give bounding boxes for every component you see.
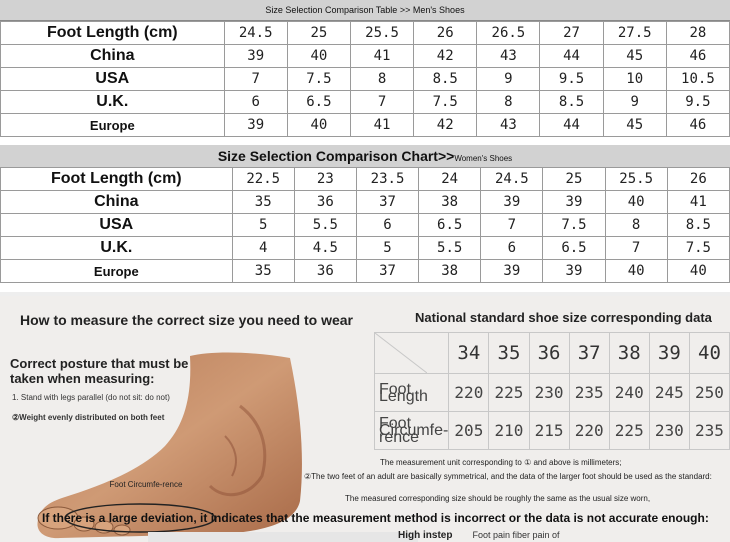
size-cell: 46 <box>666 45 729 68</box>
standard-length-cell: 240 <box>609 374 649 412</box>
size-cell: 35 <box>232 191 294 214</box>
high-instep-label: High instep <box>398 530 453 541</box>
size-cell: 8 <box>350 68 413 91</box>
note-symmetric: ②The two feet of an adult are basically symmetrical, and the data of the larger foot should be used as the standard: <box>304 472 712 481</box>
size-cell: 40 <box>287 45 350 68</box>
size-cell: 5 <box>232 214 294 237</box>
size-cell: 4 <box>232 237 294 260</box>
national-standard-title: National standard shoe size corresponding data <box>415 310 712 325</box>
size-cell: 7.5 <box>287 68 350 91</box>
standard-length-cell: 225 <box>489 374 529 412</box>
size-cell: 36 <box>294 191 356 214</box>
note-deviation: If there is a large deviation, it indicates that the measurement method is incorrect or the data is not accurate enough: <box>42 511 709 525</box>
size-row <box>1 168 730 191</box>
standard-size-table <box>374 332 730 450</box>
women-title-small: Women's Shoes <box>454 154 513 163</box>
size-cell: 25 <box>287 22 350 45</box>
size-cell: 7 <box>605 237 667 260</box>
size-cell: 23 <box>294 168 356 191</box>
size-cell: 45 <box>603 45 666 68</box>
size-cell: 39 <box>481 260 543 283</box>
row-label: Europe <box>1 260 233 283</box>
standard-circumference-cell: 220 <box>569 412 609 450</box>
standard-size-cell: 38 <box>609 333 649 374</box>
row-label: U.K. <box>1 237 233 260</box>
size-cell: 8.5 <box>540 91 603 114</box>
row-label: Foot Length (cm) <box>1 22 225 45</box>
row-label: Europe <box>1 114 225 137</box>
size-cell: 9 <box>477 68 540 91</box>
size-cell: 6 <box>224 91 287 114</box>
standard-size-cell: 36 <box>529 333 569 374</box>
size-cell: 8 <box>477 91 540 114</box>
size-cell: 8 <box>605 214 667 237</box>
standard-length-cell: 245 <box>649 374 689 412</box>
size-cell: 8.5 <box>414 68 477 91</box>
size-cell: 6.5 <box>543 237 605 260</box>
posture-step-1: 1. Stand with legs parallel (do not sit: do not) <box>12 393 170 402</box>
size-cell: 41 <box>350 114 413 137</box>
size-cell: 38 <box>419 260 481 283</box>
standard-size-cell: 37 <box>569 333 609 374</box>
size-cell: 5.5 <box>294 214 356 237</box>
women-title-main: Size Selection Comparison Chart>> <box>217 148 455 164</box>
size-cell: 24 <box>419 168 481 191</box>
size-cell: 43 <box>477 114 540 137</box>
size-cell: 43 <box>477 45 540 68</box>
size-cell: 7 <box>224 68 287 91</box>
standard-circumference-cell: 210 <box>489 412 529 450</box>
note-unit: The measurement unit corresponding to ① and above is millimeters; <box>380 458 622 467</box>
size-cell: 6.5 <box>287 91 350 114</box>
size-cell: 41 <box>350 45 413 68</box>
size-cell: 9.5 <box>540 68 603 91</box>
size-cell: 26 <box>414 22 477 45</box>
size-row <box>1 191 730 214</box>
size-cell: 8.5 <box>667 214 729 237</box>
size-cell: 39 <box>481 191 543 214</box>
size-cell: 28 <box>666 22 729 45</box>
size-cell: 42 <box>414 45 477 68</box>
row-label: U.K. <box>1 91 225 114</box>
women-size-table <box>0 167 730 283</box>
size-cell: 7.5 <box>414 91 477 114</box>
size-cell: 40 <box>605 191 667 214</box>
size-cell: 37 <box>356 260 418 283</box>
size-cell: 37 <box>356 191 418 214</box>
standard-size-cell: 39 <box>649 333 689 374</box>
size-cell: 6 <box>356 214 418 237</box>
standard-size-cell: 40 <box>689 333 729 374</box>
size-cell: 36 <box>294 260 356 283</box>
women-table-title <box>0 145 730 168</box>
size-cell: 44 <box>540 114 603 137</box>
size-cell: 5.5 <box>419 237 481 260</box>
size-cell: 27 <box>540 22 603 45</box>
posture-title: Correct posture that must be taken when measuring: <box>10 356 189 386</box>
men-table-title: Size Selection Comparison Table >> Men's Shoes <box>0 0 730 21</box>
row-label: Foot Length (cm) <box>1 168 233 191</box>
foot-circumference-row-label: Foot Circumfe-rence <box>375 412 449 450</box>
size-cell: 23.5 <box>356 168 418 191</box>
size-cell: 46 <box>666 114 729 137</box>
size-cell: 25 <box>543 168 605 191</box>
size-cell: 39 <box>543 191 605 214</box>
size-cell: 41 <box>667 191 729 214</box>
size-cell: 24.5 <box>481 168 543 191</box>
measure-guide-panel <box>0 296 730 542</box>
size-row <box>1 214 730 237</box>
size-cell: 45 <box>603 114 666 137</box>
size-cell: 40 <box>287 114 350 137</box>
size-cell: 35 <box>232 260 294 283</box>
standard-length-cell: 235 <box>569 374 609 412</box>
size-cell: 9 <box>603 91 666 114</box>
size-cell: 7 <box>481 214 543 237</box>
size-cell: 25.5 <box>350 22 413 45</box>
standard-size-cell: 35 <box>489 333 529 374</box>
size-row <box>1 237 730 260</box>
row-label: USA <box>1 214 233 237</box>
size-row <box>1 260 730 283</box>
size-row <box>1 114 730 137</box>
size-row <box>1 22 730 45</box>
foot-pain-label: Foot pain fiber pain of <box>472 530 560 540</box>
size-cell: 7.5 <box>543 214 605 237</box>
standard-circumference-cell: 230 <box>649 412 689 450</box>
size-cell: 39 <box>224 45 287 68</box>
size-cell: 24.5 <box>224 22 287 45</box>
row-label: China <box>1 191 233 214</box>
size-cell: 25.5 <box>605 168 667 191</box>
size-cell: 22.5 <box>232 168 294 191</box>
size-cell: 40 <box>605 260 667 283</box>
standard-length-cell: 220 <box>449 374 489 412</box>
posture-step-2: ②Weight evenly distributed on both feet <box>12 413 165 422</box>
size-cell: 6 <box>481 237 543 260</box>
size-cell: 10 <box>603 68 666 91</box>
size-cell: 9.5 <box>666 91 729 114</box>
standard-circumference-cell: 205 <box>449 412 489 450</box>
standard-size-cell: 34 <box>449 333 489 374</box>
size-cell: 5 <box>356 237 418 260</box>
size-row <box>1 68 730 91</box>
size-cell: 39 <box>224 114 287 137</box>
how-to-measure-title: How to measure the correct size you need to wear <box>20 312 353 328</box>
instep-line <box>398 530 560 541</box>
size-cell: 44 <box>540 45 603 68</box>
foot-circumference-label: Foot Circumfe-rence <box>109 480 183 489</box>
standard-length-cell: 230 <box>529 374 569 412</box>
row-label: USA <box>1 68 225 91</box>
size-cell: 42 <box>414 114 477 137</box>
size-cell: 7.5 <box>667 237 729 260</box>
size-cell: 39 <box>543 260 605 283</box>
size-cell: 26.5 <box>477 22 540 45</box>
row-label: China <box>1 45 225 68</box>
size-row <box>1 45 730 68</box>
size-cell: 38 <box>419 191 481 214</box>
foot-length-row-label: Foot Length <box>375 374 449 412</box>
diagonal-header-cell <box>375 333 449 374</box>
standard-circumference-cell: 235 <box>689 412 729 450</box>
size-cell: 10.5 <box>666 68 729 91</box>
note-usual-size: The measured corresponding size should be roughly the same as the usual size worn, <box>345 494 651 503</box>
standard-circumference-cell: 225 <box>609 412 649 450</box>
standard-length-cell: 250 <box>689 374 729 412</box>
size-cell: 6.5 <box>419 214 481 237</box>
size-cell: 40 <box>667 260 729 283</box>
size-cell: 4.5 <box>294 237 356 260</box>
size-cell: 26 <box>667 168 729 191</box>
standard-circumference-cell: 215 <box>529 412 569 450</box>
men-size-table <box>0 21 730 137</box>
size-row <box>1 91 730 114</box>
size-cell: 7 <box>350 91 413 114</box>
size-cell: 27.5 <box>603 22 666 45</box>
